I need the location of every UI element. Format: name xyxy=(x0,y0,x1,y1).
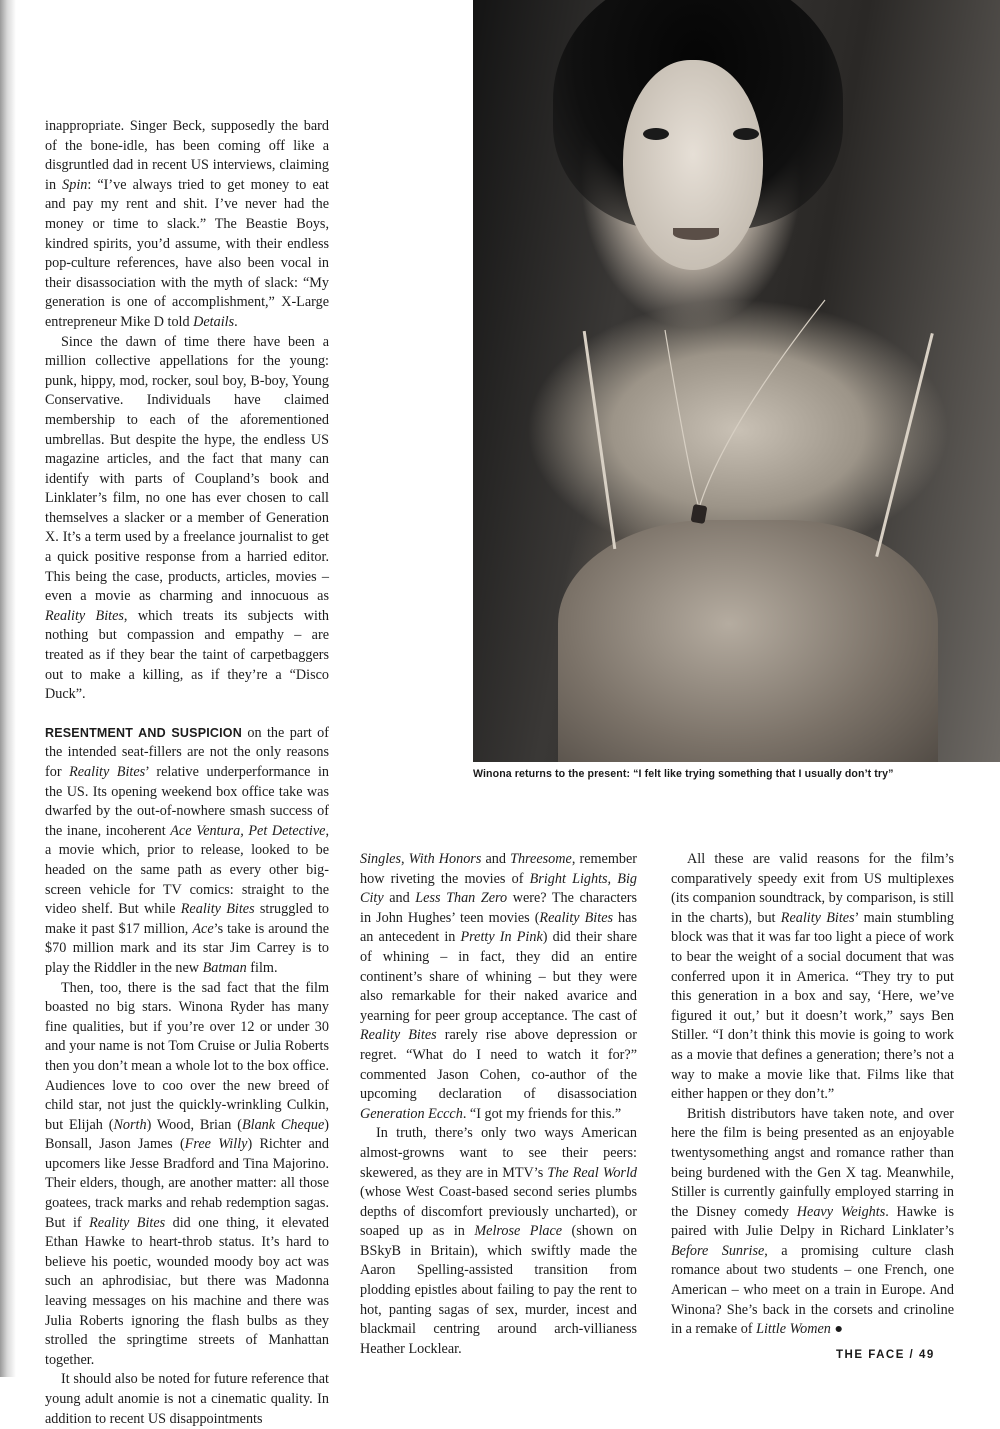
italic-title: Reality Bites xyxy=(539,909,614,926)
text-run: Then, too, there is the sad fact that the film boasted no big stars. Winona Ryder has many fine qualities, but if you’re over 12 or under 30 and your name is not Tom Cruise or Julia Roberts then you don’t mean a whole lot to the box office. Audiences love to coo over the new breed of child star, not just the quickly-wrinkling Culkin, but Elijah ( xyxy=(45,979,329,1133)
italic-title: Reality Bites xyxy=(360,1027,437,1044)
page-folio: THE FACE / 49 xyxy=(836,1349,935,1361)
italic-title: Ace xyxy=(192,920,214,937)
photo-caption: Winona returns to the present: “I felt like trying something that I usually don’t try” xyxy=(473,768,894,780)
text-run: All these are valid reasons for the film’s comparatively speedy exit from US multiplexes (its companion soundtrack, by comparison, is still in the charts), but xyxy=(671,851,954,926)
text-run: ’ main stumbling block was that it was far too light a piece of work to bear the weight of a social document that was conferred upon it in America. “They try to put this generation in a box and say, ‘Here, we’ve figured it out,’ but it doesn’t work,” says Ben Stiller. “I don’t think this movie is going to work as a movie that defines a generation; there’s not a way to make a movie like that. Films like that either happen or they don’t.” xyxy=(671,909,954,1103)
text-run: ) Richter and upcomers like Jesse Bradford and Tina Majorino. Their elders, though, are another matter: all those goatees, track marks and rehab redemption sagas. But if xyxy=(45,1136,329,1231)
italic-title: The Real World xyxy=(547,1164,637,1181)
text-run: . Hawke is paired with Julie Delpy in Richard Linklater’s xyxy=(671,1203,954,1240)
italic-title: Threesome xyxy=(510,851,572,867)
text-run: It should also be noted for future reference that young adult anomie is not a cinematic quality. In addition to recent US disappointments xyxy=(45,1371,329,1427)
text-run: film. xyxy=(246,959,278,976)
italic-title: Less Than Zero xyxy=(415,890,508,907)
text-run: inappropriate. Singer Beck, supposedly the bard of the bone-idle, has been coming off like a disgruntled dad in recent US interviews, claiming in xyxy=(45,118,329,193)
text-run: , a movie which, prior to release, looked to be headed on the same path as every other big-screen vehicle for TV comics: straight to the video shelf. But while xyxy=(45,822,329,918)
text-run: ’s take is around the $70 million mark and its star Jim Carrey is to play the Riddler in the new xyxy=(45,920,329,976)
paragraph xyxy=(671,1105,954,1340)
italic-title: Spin xyxy=(62,176,88,193)
italic-title: Reality Bites xyxy=(89,1214,166,1231)
paragraph xyxy=(45,117,329,333)
article-column-2 xyxy=(360,850,637,1359)
italic-title: Bright Lights, Big City xyxy=(360,870,637,907)
italic-title: Free Willy xyxy=(184,1136,248,1153)
text-run: British distributors have taken note, and over here the film is being presented as an enjoyable twentysomething angst and romance rather than being burdened with the Gen X tag. Meanwhile, Stiller is currently gainfully employed starring in the Disney comedy xyxy=(671,1105,954,1220)
section-lede: RESENTMENT AND SUSPICION xyxy=(45,725,242,740)
italic-title: Pretty In Pink xyxy=(460,929,543,946)
italic-title: Generation Eccch xyxy=(360,1105,463,1122)
italic-title: Heavy Weights xyxy=(796,1203,886,1220)
text-run: . “I got my friends for this.” xyxy=(462,1105,622,1122)
page-gutter-shadow xyxy=(0,0,16,1377)
text-run: ) Wood, Brian ( xyxy=(146,1116,242,1133)
text-run: Since the dawn of time there have been a million collective appellations for the young: punk, hippy, mod, rocker, soul boy, B-boy, Young Conservative. Individuals have claimed membership to each of the aforementioned umbrellas. But despite the hype, the endless US magazine articles, and the fact that many can identify with parts of Coupland’s book and Linklater’s film, no one has ever chosen to call themselves a slacker or a member of Generation X. It’s a term used by a freelance journalist to get a quick positive response from a harried editor. This being the case, products, articles, movies – even a movie as charming and innocuous as xyxy=(45,333,329,605)
paragraph xyxy=(45,333,329,705)
text-run: , which treats its subjects with nothing but compassion and empathy – are treated as if they bear the taint of carpetbaggers out to make a killing, as if they’re a “Disco Duck”. xyxy=(45,607,329,703)
italic-title: Ace Ventura, Pet Detective xyxy=(170,822,326,839)
text-run: struggled to make it past $17 million, xyxy=(45,901,329,937)
italic-title: Little Women xyxy=(756,1321,831,1338)
article-column-1 xyxy=(45,117,329,1429)
paragraph xyxy=(45,979,329,1371)
photo-necklace xyxy=(473,0,1000,762)
text-run: , remember how riveting the movies of xyxy=(360,851,637,887)
text-run: (shown on BSkyB in Britain), which swiftly made the Aaron Spelling-assisted transition from plodding epistles about failing to pay the rent to hot, panting sagas of sex, murder, incest and blackmail centring around arch-villianess Heather Locklear. xyxy=(360,1223,637,1357)
text-run: , xyxy=(400,851,409,867)
article-column-3 xyxy=(671,850,954,1340)
paragraph xyxy=(45,1370,329,1429)
text-run: ) did their share of whining – in fact, they did an entire continent’s share of whining – but they were also remarkable for their naked avarice and yearning for peer group acceptance. The cast of xyxy=(360,929,637,1024)
italic-title: Singles xyxy=(360,851,401,867)
text-run: rarely rise above depression or regret. “What do I need to watch it for?” commented Jason Cohen, co-author of the upcoming declaration of disassociation xyxy=(360,1027,637,1103)
italic-title: Blank Cheque xyxy=(241,1116,325,1133)
italic-title: North xyxy=(113,1116,147,1133)
text-run: and xyxy=(481,851,511,867)
italic-title: Reality Bites xyxy=(45,607,124,624)
italic-title: Melrose Place xyxy=(474,1223,563,1240)
text-run: (whose West Coast-based second series plumbs depths of discomfort previously uncharted), or soaped up as in xyxy=(360,1184,637,1240)
text-run: . xyxy=(234,313,238,330)
text-run: In truth, there’s only two ways American almost-growns want to see their peers: skewered, as they are in MTV’s xyxy=(360,1125,637,1181)
text-run: did one thing, it elevated Ethan Hawke to heart-throb status. It’s hard to believe his poetic, wounded moody boy act was such an aphrodisiac, but there was Madonna leaving messages on his machine and there was Julia Roberts ignoring the flash bulbs as they strolled the springtime streets of Manhattan together. xyxy=(45,1214,329,1368)
italic-title: Batman xyxy=(202,959,247,976)
text-run: and xyxy=(383,890,416,907)
italic-title: With Honors xyxy=(408,851,482,867)
italic-title: Reality Bites xyxy=(69,764,146,780)
italic-title: Reality Bites xyxy=(180,901,255,918)
italic-title: Reality Bites xyxy=(780,909,855,926)
text-run: : “I’ve always tried to get money to eat and pay my rent and shit. I’ve never had the money or time to slack.” The Beastie Boys, kindred spirits, you’d assume, with their endless pop-culture references, have also been vocal in their disassociation with the myth of slack: “My generation is one of accomplishment,” X-Large entrepreneur Mike D told xyxy=(45,176,329,330)
text-run: ’ relative underperformance in the US. Its opening weekend box office take was dwarfed by the out-of-nowhere smash success of the inane, incoherent xyxy=(45,764,329,839)
paragraph xyxy=(360,1124,637,1359)
text-run: were? The characters in John Hughes’ teen movies ( xyxy=(360,890,637,926)
italic-title: Before Sunrise xyxy=(671,1242,765,1259)
paragraph xyxy=(671,850,954,1105)
paragraph xyxy=(45,724,329,979)
text-run: ) Bonsall, Jason James ( xyxy=(45,1116,329,1153)
text-run: , a promising culture clash romance about two students – one French, one American – who meet on a train in Europe. And Winona? She’s back in the corsets and crinoline in a remake of xyxy=(671,1242,954,1338)
text-run: has an antecedent in xyxy=(360,909,637,946)
portrait-photo xyxy=(473,0,1000,762)
paragraph xyxy=(360,850,637,1124)
text-run: ● xyxy=(830,1321,843,1338)
italic-title: Details xyxy=(193,313,235,330)
text-run: on the part of the intended seat-fillers are not the only reasons for xyxy=(45,724,329,780)
